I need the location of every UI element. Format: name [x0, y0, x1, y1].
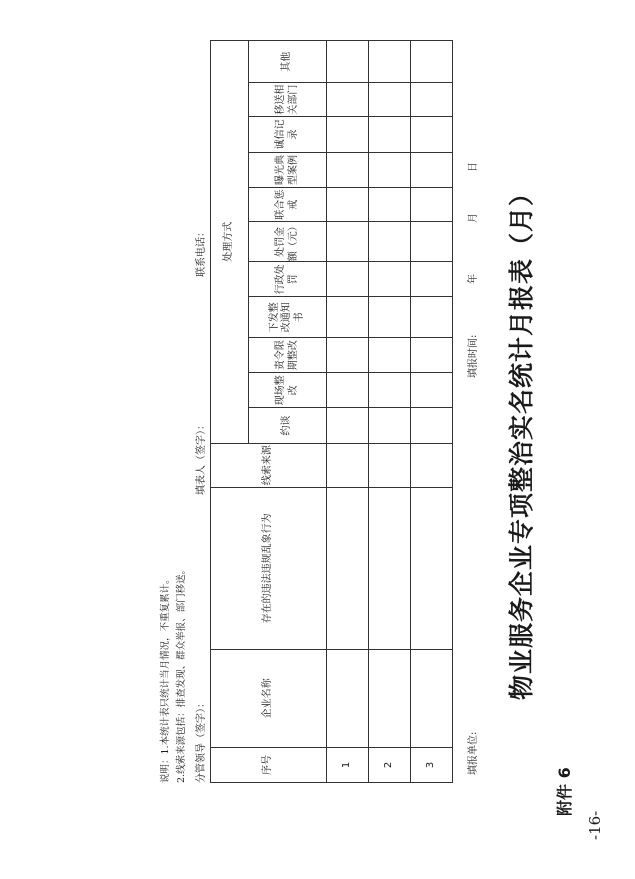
table-row [411, 41, 453, 783]
attachment-label: 附件 6 [555, 767, 574, 816]
page-title: 物业服务企业专项整治实名统计月报表（月） [507, 180, 536, 701]
header-seq: 序号 [211, 747, 327, 782]
header-violation: 存在的违法违规乱象行为 [211, 487, 327, 649]
page-number: -16- [586, 810, 604, 840]
note-line-2: 2.线索来源包括：排查发现、群众举报、部门移送。 [176, 564, 187, 783]
filler-signature-label: 填表人（签字）： [196, 420, 207, 495]
header-method-deadline-rectify: 责令限期整改 [249, 338, 327, 373]
row-seq: 2 [369, 747, 411, 782]
header-company: 企业名称 [211, 649, 327, 747]
table-row [327, 41, 369, 783]
header-method-exposure: 曝光典型案例 [249, 152, 327, 187]
header-handling-group: 处理方式 [211, 41, 249, 444]
fill-time-label: 填报时间: [468, 334, 479, 378]
fill-time-month: 月 [468, 213, 479, 223]
header-method-onsite-rectify: 现场整改 [249, 373, 327, 408]
header-method-penalty: 行政处罚 [249, 262, 327, 297]
leader-signature-label: 分管领导（签字）： [196, 698, 207, 783]
row-seq: 1 [327, 747, 369, 782]
contact-phone-label: 联系电话： [196, 227, 207, 277]
rotated-content [17, 40, 617, 840]
header-method-notice: 下发整改通知书 [249, 297, 327, 338]
table-row [369, 41, 411, 783]
header-method-credit-record: 诚信记录 [249, 116, 327, 152]
fill-unit-label: 填报单位: [468, 731, 479, 775]
header-method-fine-amount: 处罚金额（元） [249, 222, 327, 262]
header-source: 线索来源 [211, 443, 327, 487]
header-method-transfer: 移送相关部门 [249, 83, 327, 116]
row-seq: 3 [411, 747, 453, 782]
header-method-joint-discipline: 联合惩戒 [249, 188, 327, 222]
note-line-1: 说明：1.本统计表只统计当月情况，不重复累计。 [160, 574, 171, 783]
report-table [210, 40, 453, 783]
header-method-talk: 约谈 [249, 408, 327, 443]
fill-time-year: 年 [468, 274, 479, 284]
header-method-other: 其他 [249, 41, 327, 83]
fill-time-day: 日 [468, 162, 479, 172]
